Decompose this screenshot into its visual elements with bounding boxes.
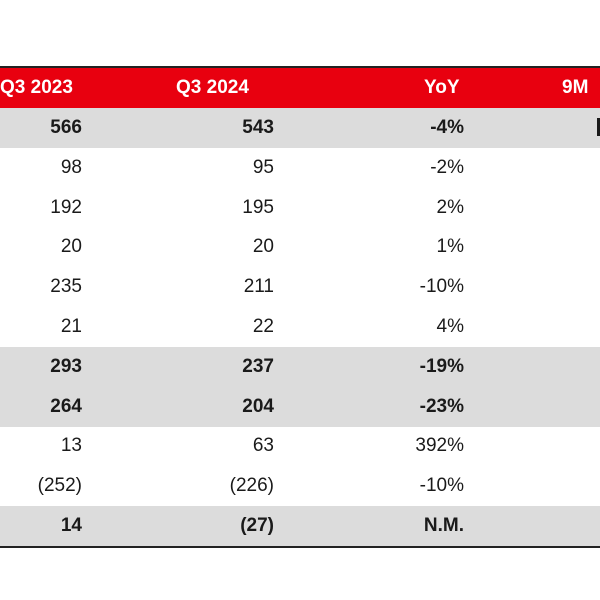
cell-yoy: -10% (419, 276, 464, 298)
table-row (0, 267, 600, 307)
cell-yoy: -19% (419, 355, 464, 377)
cell-q3-2023: 235 (50, 276, 82, 298)
cell-q3-2023: 98 (60, 156, 82, 178)
cell-q3-2023: 14 (60, 515, 82, 536)
cell-yoy: -10% (419, 475, 464, 497)
cell-yoy: 4% (436, 316, 464, 337)
header-q3-2024: Q3 2024 (176, 77, 249, 98)
cell-q3-2024: 237 (242, 355, 274, 377)
table-row (0, 188, 600, 228)
table-header (0, 68, 600, 108)
cell-yoy: 1% (436, 236, 464, 258)
cell-q3-2024: 22 (252, 316, 274, 337)
cell-q3-2024: (27) (240, 515, 274, 536)
cell-yoy: -4% (430, 117, 464, 138)
cell-q3-2023: 293 (50, 355, 82, 377)
cell-q3-2024: 95 (252, 156, 274, 178)
cell-q3-2023: 13 (60, 435, 82, 457)
cell-yoy: -23% (419, 395, 464, 417)
table-row (0, 426, 600, 466)
cell-q3-2023: 566 (50, 117, 82, 138)
cell-q3-2023: 192 (50, 196, 82, 218)
table-row (0, 387, 600, 427)
cell-q3-2024: 20 (252, 236, 274, 258)
cell-q3-2023: 20 (60, 236, 82, 258)
table-row (0, 466, 600, 506)
cell-q3-2024: (226) (229, 475, 274, 497)
cell-q3-2024: 204 (242, 395, 274, 417)
cell-q3-2024: 543 (242, 117, 274, 138)
cell-q3-2023: (252) (37, 475, 82, 497)
cell-q3-2024: 63 (252, 435, 274, 457)
cell-yoy: N.M. (423, 515, 464, 536)
table-row (0, 307, 600, 347)
table-row (0, 227, 600, 267)
cell-yoy: -2% (430, 156, 464, 178)
cell-yoy: 392% (415, 435, 464, 457)
header-yoy: YoY (424, 77, 460, 98)
table-row (0, 148, 600, 188)
cell-q3-2023: 21 (60, 316, 82, 337)
header-q3-2023: Q3 2023 (0, 77, 73, 98)
cell-q3-2023: 264 (50, 395, 82, 417)
cell-q3-2024: 195 (242, 196, 274, 218)
table-row (0, 347, 600, 387)
cell-q3-2024: 211 (243, 276, 274, 298)
header-9m: 9M (562, 77, 589, 98)
cell-yoy: 2% (436, 196, 464, 218)
table-row (0, 108, 600, 148)
table-row (0, 506, 600, 546)
